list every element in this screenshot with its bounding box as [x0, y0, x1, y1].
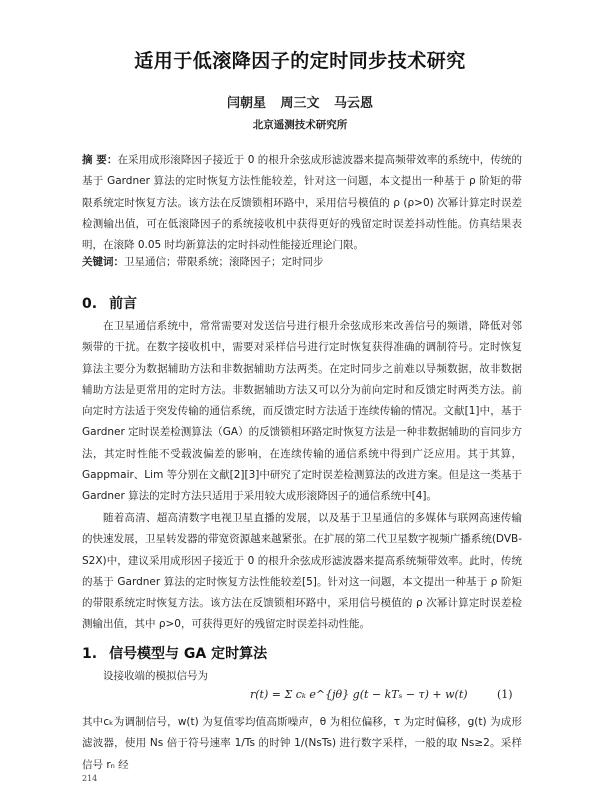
paper-authors: 闫朝星 周三文 马云恩 [226, 96, 374, 111]
equation-1: r(t) = Σ cₖ e^{jθ} g(t − kTₛ − τ) + w(t) [250, 688, 468, 701]
section-title: 信号模型与 GA 定时算法 [109, 646, 268, 662]
page-number: 214 [82, 774, 98, 783]
keywords-text: 卫星通信；带限系统；滚降因子；定时同步 [124, 256, 324, 268]
keywords-label: 关键词： [82, 256, 124, 268]
body-paragraph-3: 设接收端的模拟信号为 [103, 670, 208, 682]
abstract-text: 在采用成形滚降因子接近于 0 的根升余弦成形滤波器来提高频带效率的系统中，传统的基于 Gardner 算法的定时恢复方法性能较差，针对这一问题，本文提出一种基于 ρ 阶矩的带限系统定时恢复方法。该方法在反馈锁相环路中，采用信号模值的 ρ (ρ>0) 次幂计算定时误差检测输出值，可在低滚降因子的系统接收机中获得更好的残留定时误差抖动性能。仿真结果表明，在滚降 0.05 时均新算法的定时抖动性能接近理论门限。 [82, 154, 523, 252]
section-title: 前言 [109, 296, 138, 312]
body-paragraph-2: 随着高清、超高清数字电视卫星直播的发展，以及基于卫星通信的多媒体与联网高速传输的快速发展，卫星转发器的带宽资源越来越紧张。在扩展的第二代卫星数字视频广播系统(DVB-S2X)中，建议采用成形因子接近于 0 的根升余弦成形滤波器来提高系统频带效率。此时，传统的基于 Gardner 算法的定时恢复方法性能较差[5]。针对这一问题，本文提出一种基于 ρ 阶矩的带限系统定时恢复方法。该方法在反馈锁相环路中，采用信号模值的 ρ 次幂计算定时误差检测输出值，其中 ρ>0，可获得更好的残留定时误差抖动性能。 [82, 512, 522, 631]
section-number: 1. [82, 646, 98, 662]
abstract [82, 150, 522, 256]
paper-title: 适用于低滚降因子的定时同步技术研究 [134, 50, 466, 72]
equation-number: (1) [497, 688, 513, 701]
section-number: 0. [82, 296, 98, 312]
paper-affiliation: 北京遥测技术研究所 [252, 119, 348, 131]
abstract-label: 摘 要： [82, 154, 118, 166]
keywords [82, 254, 522, 270]
section-heading-0 [82, 293, 137, 313]
section-heading-1 [82, 643, 267, 663]
body-paragraph-4: 其中cₖ为调制信号，w(t) 为复值零均值高斯噪声，θ 为相位偏移，τ 为定时偏移，g(t) 为成形滤波器，使用 Ns 倍于符号速率 1/Ts 的时钟 1/(NsTs) 进行数字采样，一般的取 Ns≥2。采样信号 rₙ 经 [82, 716, 522, 771]
body-paragraph-1: 在卫星通信系统中，常常需要对发送信号进行根升余弦成形来改善信号的频谱，降低对邻频带的干扰。在数字接收机中，需要对采样信号进行定时恢复获得准确的调制符号。定时恢复算法主要分为数据辅助方法和非数据辅助方法两类。在定时同步之前难以导频数据，故非数据辅助方法是更常用的定时方法。非数据辅助方法又可以分为前向定时和反馈定时两类方法。前向定时方法适于突发传输的通信系统，而反馈定时方法适于连续传输的情况。文献[1]中，基于 Gardner 定时误差检测算法（GA）的反馈锁相环路定时恢复方法是一种非数据辅助的盲同步方法，其定时性能不受载波偏差的影响，在连续传输的通信系统中得到广泛应用。其于其算，Gappmair、Lim 等分别在文献[2][3]中研究了定时误差检测算法的改进方案。但是这一类基于 Gardner 算法的定时方法只适用于采用较大成形滚降因子的通信系统中[4]。 [82, 320, 522, 503]
